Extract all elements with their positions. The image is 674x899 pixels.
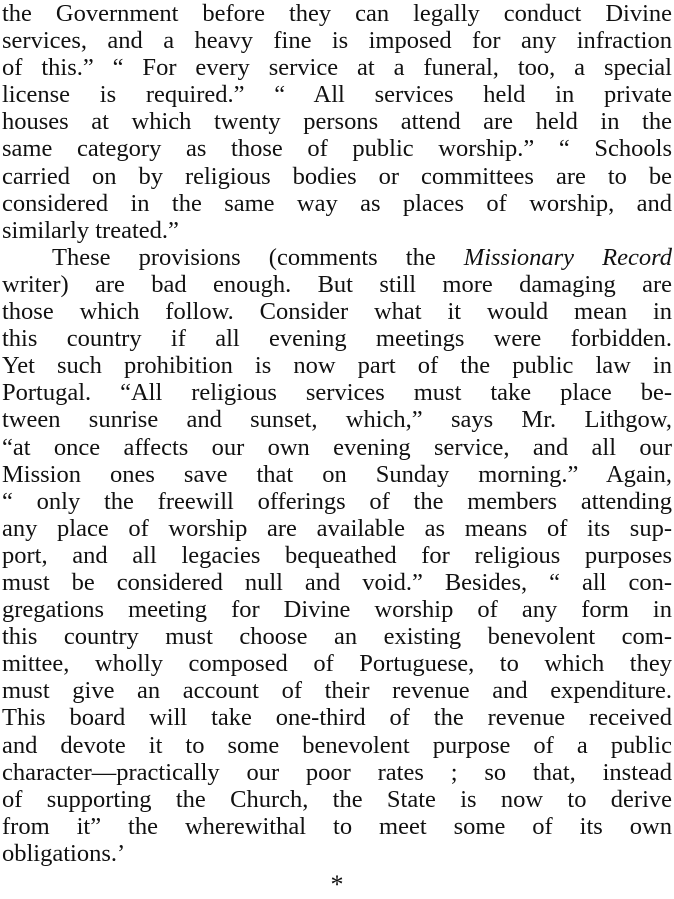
- text-line-first: [2, 244, 672, 271]
- section-separator: *: [330, 870, 344, 899]
- text-line: must give an account of their revenue and expenditure.: [2, 677, 672, 705]
- text-line: Portugal. “All religious services must take place be-: [2, 379, 672, 407]
- text-line: considered in the same way as places of worship, and: [2, 189, 672, 217]
- text-line: tween sunrise and sunset, which,” says Mr. Lithgow,: [2, 406, 672, 434]
- document-page: [2, 0, 672, 867]
- text-line: from it” the wherewithal to meet some of its own: [2, 812, 672, 840]
- text-line: This board will take one-third of the revenue received: [2, 704, 672, 732]
- text-line: similarly treated.”: [2, 216, 179, 244]
- text-line: those which follow. Consider what it would mean in: [2, 298, 672, 326]
- text-line: license is required.” “ All services held in private: [2, 81, 672, 109]
- text-line: obligations.’: [2, 839, 126, 867]
- text-line: carried on by religious bodies or committees are to be: [2, 162, 672, 190]
- text-line: gregations meeting for Divine worship of any form in: [2, 596, 672, 624]
- text-line: of supporting the Church, the State is now to derive: [2, 785, 672, 813]
- text-line: services, and a heavy fine is imposed for any infraction: [2, 27, 672, 55]
- text-line: any place of worship are available as means of its sup-: [2, 514, 672, 542]
- paragraph-2: [2, 244, 672, 867]
- paragraph-1: [2, 0, 672, 244]
- text-line: writer) are bad enough. But still more damaging are: [2, 270, 672, 298]
- text-line: and devote it to some benevolent purpose of a public: [2, 731, 672, 759]
- text-line: character—practically our poor rates ; so that, instead: [2, 758, 672, 786]
- text-line: must be considered null and void.” Besides, “ all con-: [2, 568, 672, 596]
- text-line: this country if all evening meetings were forbidden.: [2, 325, 672, 353]
- publication-title: Missionary Record: [463, 243, 672, 271]
- text-line: this country must choose an existing benevolent com-: [2, 623, 672, 651]
- text-line: the Government before they can legally conduct Divine: [2, 0, 672, 27]
- text-line: Mission ones save that on Sunday morning.” Again,: [2, 460, 672, 488]
- text-line: “at once affects our own evening service, and all our: [2, 433, 672, 461]
- text-line: mittee, wholly composed of Portuguese, to which they: [2, 650, 672, 678]
- text-line: of this.” “ For every service at a funeral, too, a special: [2, 54, 672, 82]
- text-line: Yet such prohibition is now part of the public law in: [2, 352, 672, 380]
- text-segment: These provisions (comments the: [52, 243, 464, 271]
- text-line: port, and all legacies bequeathed for religious purposes: [2, 541, 672, 569]
- text-line: same category as those of public worship.” “ Schools: [2, 135, 672, 163]
- text-line: houses at which twenty persons attend are held in the: [2, 108, 672, 136]
- text-line: “ only the freewill offerings of the members attending: [2, 487, 672, 515]
